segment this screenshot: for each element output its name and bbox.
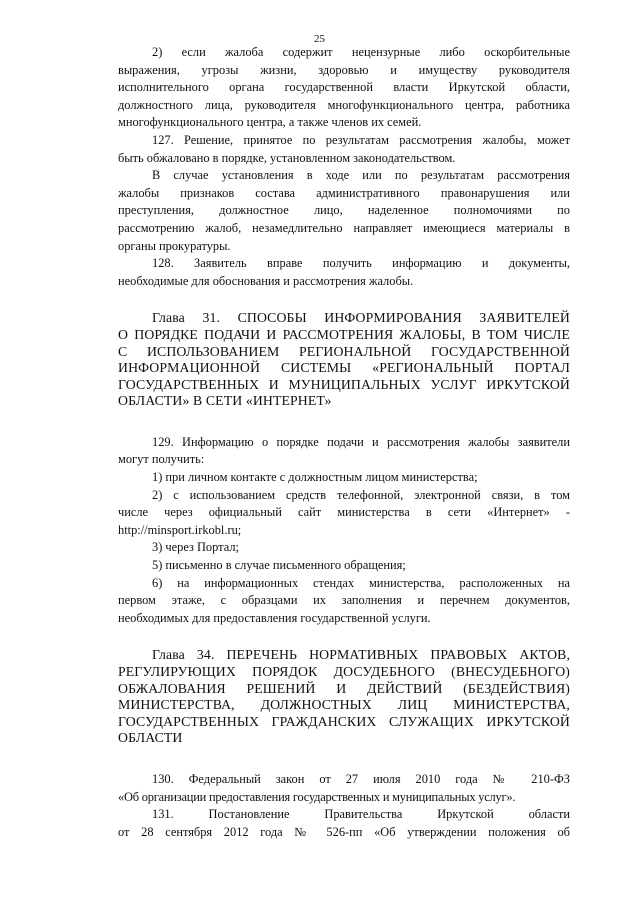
text-line: рассмотрению жалоб, незамедлительно направляет имеющиеся материалы в [118,220,570,235]
text-line: необходимых для предоставления государственной услуги. [118,610,431,625]
text-line: В случае установления в ходе или по результатам рассмотрения [152,168,570,183]
list-item-5 [118,557,570,575]
paragraph-127 [118,132,570,167]
heading-line: ГОСУДАРСТВЕННЫХ И МУНИЦИПАЛЬНЫХ УСЛУГ ИРКУТСКОЙ [118,376,570,392]
paragraph-administrative-offense [118,167,570,255]
chapter-31-heading [118,310,570,410]
spacer [118,627,570,647]
text-line: 127. Решение, принятое по результатам рассмотрения жалобы, может [152,132,570,147]
text-line: должностного лица, руководителя многофункционального центра, работника [118,97,570,112]
heading-line: ГОСУДАРСТВЕННЫХ ГРАЖДАНСКИХ СЛУЖАЩИХ ИРКУТСКОЙ [118,713,570,729]
list-item-3 [118,539,570,557]
heading-line: ОБЛАСТИ» В СЕТИ «ИНТЕРНЕТ» [118,393,332,409]
chapter-34-heading [118,647,570,747]
text-line: «Об организации предоставления государственных и муниципальных услуг». [118,789,516,804]
list-item-6 [118,575,570,628]
paragraph-129 [118,434,570,469]
heading-line: О ПОРЯДКЕ ПОДАЧИ И РАССМОТРЕНИЯ ЖАЛОБЫ, В ТОМ ЧИСЛЕ [118,326,570,342]
heading-line: МИНИСТЕРСТВА, ДОЛЖНОСТНЫХ ЛИЦ МИНИСТЕРСТВА, [118,697,570,713]
paragraph-130 [118,771,570,806]
page-number: 25 [314,33,325,45]
text-line: необходимые для обоснования и рассмотрения жалобы. [118,273,414,288]
text-line: 128. Заявитель вправе получить информацию и документы, [152,256,570,271]
text-line: 130. Федеральный закон от 27 июля 2010 года № 210-ФЗ [152,771,570,786]
heading-line: ОБЖАЛОВАНИЯ РЕШЕНИЙ И ДЕЙСТВИЙ (БЕЗДЕЙСТВИЯ) [118,680,570,696]
text-line: 1) при личном контакте с должностным лицом министерства; [152,470,478,485]
heading-line: ИНФОРМАЦИОННОЙ СИСТЕМЫ «РЕГИОНАЛЬНЫЙ ПОРТАЛ [118,360,570,376]
heading-line: ОБЛАСТИ [118,730,183,746]
heading-line: С ИСПОЛЬЗОВАНИЕМ РЕГИОНАЛЬНОЙ ГОСУДАРСТВЕННОЙ [118,343,570,359]
heading-line: РЕГУЛИРУЮЩИХ ПОРЯДОК ДОСУДЕБНОГО (ВНЕСУДЕБНОГО) [118,664,570,679]
heading-line: Глава 34. ПЕРЕЧЕНЬ НОРМАТИВНЫХ ПРАВОВЫХ АКТОВ, [152,647,570,663]
text-line: преступления, должностное лицо, наделенное полномочиями по [118,203,570,218]
text-line: от 28 сентября 2012 года № 526-пп «Об утверждении положения об [118,824,570,839]
text-line: 129. Информацию о порядке подачи и рассмотрения жалобы заявители [152,434,570,449]
text-line: 2) с использованием средств телефонной, электронной связи, в том [152,487,570,502]
text-line: 6) на информационных стендах министерства, расположенных на [152,575,570,590]
text-line: выражения, угрозы жизни, здоровью и имуществу руководителя [118,62,570,77]
document-body [118,44,570,841]
spacer [118,290,570,310]
text-line: первом этаже, с образцами их заполнения и перечнем документов, [118,593,570,608]
text-line: многофункционального центра, а также членов их семей. [118,115,422,130]
text-line: быть обжаловано в порядке, установленном законодательством. [118,150,456,165]
paragraph-131 [118,806,570,841]
link-minsport-url: http://minsport.irkobl.ru; [118,522,242,537]
text-line: могут получить: [118,452,205,467]
paragraph-item-2-offensive-complaint [118,44,570,132]
spacer [118,410,570,434]
text-line: органы прокуратуры. [118,238,231,253]
list-item-2 [118,487,570,540]
text-line: числе через официальный сайт министерства в сети «Интернет» - [118,505,570,520]
text-line: 5) письменно в случае письменного обращения; [152,558,406,573]
paragraph-128 [118,255,570,290]
text-line: жалобы признаков состава административного правонарушения или [118,185,570,200]
list-item-1 [118,469,570,487]
heading-line: Глава 31. СПОСОБЫ ИНФОРМИРОВАНИЯ ЗАЯВИТЕЛЕЙ [152,310,570,326]
text-line: 2) если жалоба содержит нецензурные либо оскорбительные [152,45,570,59]
text-line: исполнительного органа государственной власти Иркутской области, [118,80,570,95]
spacer [118,747,570,771]
text-line: 3) через Портал; [152,540,239,555]
text-line: 131. Постановление Правительства Иркутской области [152,807,570,822]
